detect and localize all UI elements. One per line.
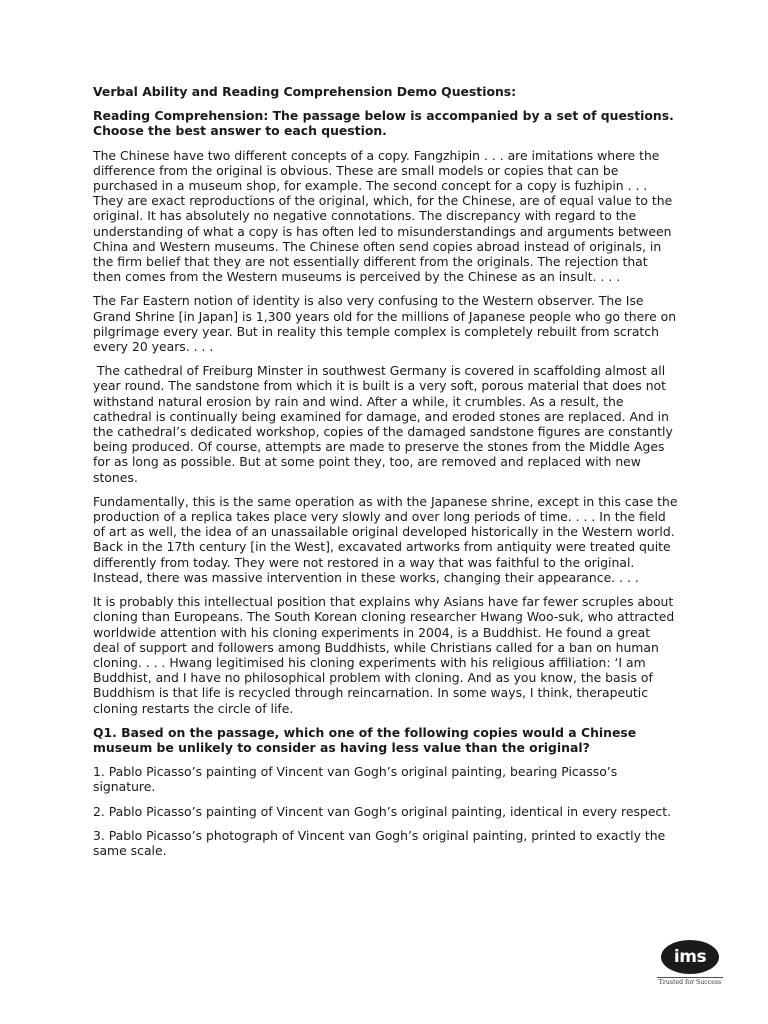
instructions: Reading Comprehension: The passage below is accompanied by a set of questions. Choose the best answer to each question. <box>93 108 674 139</box>
logo-divider <box>657 977 723 978</box>
passage-paragraph-5: It is probably this intellectual position that explains why Asians have far fewer scruples about cloning than Europeans. The South Korean cloning researcher Hwang Woo-suk, who attracted worldwide attention with his cloning experiments in 2004, is a Buddhist. He found a great deal of support and followers among Buddhists, while Christians called for a ban on human cloning. . . . Hwang legitimised his cloning experiments with his religious affiliation: ‘I am Buddhist, and I have no philosophical problem with cloning. And as you know, the basis of Buddhism is that life is recycled through reincarnation. In some ways, I think, therapeutic cloning restarts the circle of life. <box>93 594 675 716</box>
option-2: 2. Pablo Picasso’s painting of Vincent van Gogh’s original painting, identical in every respect. <box>93 803 672 819</box>
passage-paragraph-2: The Far Eastern notion of identity is also very confusing to the Western observer. The Ise Grand Shrine [in Japan] is 1,300 years old for the millions of Japanese people who go there on pilgrimage every year. But in reality this temple complex is completely rebuilt from scratch every 20 years. . . . <box>93 293 677 355</box>
passage-paragraph-1: The Chinese have two different concepts of a copy. Fangzhipin . . . are imitations where the difference from the original is obvious. These are small models or copies that can be purchased in a museum shop, for example. The second concept for a copy is fuzhipin . . . They are exact reproductions of the original, which, for the Chinese, are of equal value to the original. It has absolutely no negative connotations. The discrepancy with regard to the understanding of what a copy is has often led to misunderstandings and arguments between China and Western museums. The Chinese often send copies abroad instead of originals, in the firm belief that they are not essentially different from the originals. The rejection that then comes from the Western museums is perceived by the Chinese as an insult. . . . <box>93 147 673 285</box>
document-page <box>93 84 679 867</box>
option-1: 1. Pablo Picasso’s painting of Vincent van Gogh’s original painting, bearing Picasso’s signature. <box>93 764 618 795</box>
document-heading: Verbal Ability and Reading Comprehension Demo Questions: <box>93 84 517 99</box>
ims-logo <box>655 940 725 988</box>
passage-paragraph-3: The cathedral of Freiburg Minster in southwest Germany is covered in scaffolding almost all year round. The sandstone from which it is built is a very soft, porous material that does not withstand natural erosion by rain and wind. After a while, it crumbles. As a result, the cathedral is continually being examined for damage, and eroded stones are replaced. And in the cathedral’s dedicated workshop, copies of the damaged sandstone figures are constantly being produced. Of course, attempts are made to preserve the stones from the Middle Ages for as long as possible. But at some point they, too, are removed and replaced with new stones. <box>93 363 677 485</box>
passage-paragraph-4: Fundamentally, this is the same operation as with the Japanese shrine, except in this case the production of a replica takes place very slowly and over long periods of time. . . . In the field of art as well, the idea of an unassailable original developed historically in the Western world. Back in the 17th century [in the West], excavated artworks from antiquity were treated quite differently from today. They were not restored in a way that was faithful to the original. Instead, there was massive intervention in these works, changing their appearance. . . . <box>93 493 678 585</box>
question-1: Q1. Based on the passage, which one of the following copies would a Chinese museum be unlikely to consider as having less value than the original? <box>93 724 637 755</box>
logo-tagline: Trusted for Success <box>658 979 722 986</box>
ims-logo-mark: ims <box>661 940 719 974</box>
option-3: 3. Pablo Picasso’s photograph of Vincent van Gogh’s original painting, printed to exactly the same scale. <box>93 827 666 858</box>
